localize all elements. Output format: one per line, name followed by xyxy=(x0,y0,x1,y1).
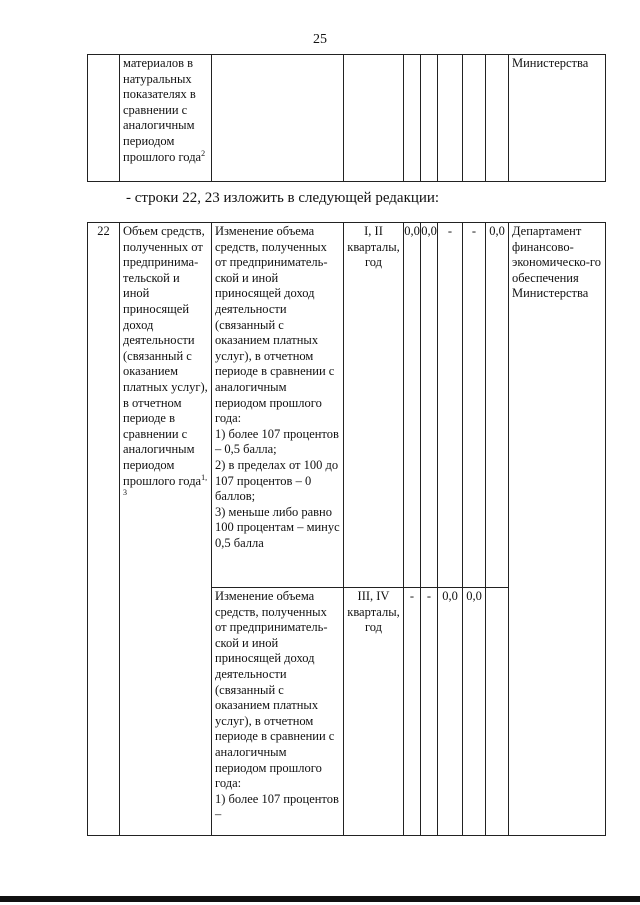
value-2-5 xyxy=(486,588,509,836)
indicator-2-text: Изменение объема средств, полученных от предприниматель-ской и иной приносящей доход деятельности (связанный с оказанием платных услуг), в отчетном периоде в сравнении с аналогичным периодом прошлого года: xyxy=(215,589,335,791)
responsible-tail: Министерства xyxy=(509,55,606,182)
instruction-text: - строки 22, 23 изложить в следующей редакции: xyxy=(126,190,440,206)
value-1-2: 0,0 xyxy=(421,223,438,588)
period-2: III, IV кварталы, год xyxy=(344,588,404,836)
row-number: 22 xyxy=(88,223,120,836)
indicator-1-item: 1) более 107 процентов – 0,5 балла; xyxy=(215,426,339,457)
responsible: Департамент финансово-экономическо-го обеспечения Министерства xyxy=(509,223,606,836)
indicator-1 xyxy=(212,223,344,588)
cell-number-empty xyxy=(88,55,120,182)
value-2-2: - xyxy=(421,588,438,836)
criterion: Объем средств, полученных от предпринима-тельской и иной приносящей доход деятельности (связанный с оказанием платных услуг), в отчетном периоде в сравнении с аналогичным периодом прошлого года$^{1, 3}$ xyxy=(120,223,212,836)
cell-period-empty xyxy=(344,55,404,182)
indicator-1-item: 2) в пределах от 100 до 107 процентов – 0 баллов; xyxy=(215,457,339,504)
value-1-3: - xyxy=(438,223,463,588)
indicator-2 xyxy=(212,588,344,836)
indicator-1-item: 3) меньше либо равно 100 процентам – минус 0,5 балла xyxy=(215,504,340,550)
cell-value-empty xyxy=(486,55,509,182)
cell-indicator-empty xyxy=(212,55,344,182)
period-1: I, II кварталы, год xyxy=(344,223,404,588)
criterion-tail: материалов в натуральных показателях в сравнении с аналогичным периодом прошлого года$^2$ xyxy=(120,55,212,182)
value-2-3: 0,0 xyxy=(438,588,463,836)
top-table-fragment xyxy=(87,54,606,182)
value-1-1: 0,0 xyxy=(404,223,421,588)
cell-value-empty xyxy=(421,55,438,182)
page-number: 25 xyxy=(313,32,327,47)
value-2-4: 0,0 xyxy=(463,588,486,836)
value-2-1: - xyxy=(404,588,421,836)
value-1-4: - xyxy=(463,223,486,588)
indicator-1-text: Изменение объема средств, полученных от предприниматель-ской и иной приносящей доход деятельности (связанный с оказанием платных услуг), в отчетном периоде в сравнении с аналогичным периодом прошлого года: xyxy=(215,224,335,426)
scan-bottom-edge xyxy=(0,896,640,902)
cell-value-empty xyxy=(463,55,486,182)
main-table xyxy=(87,222,606,836)
cell-value-empty xyxy=(404,55,421,182)
cell-value-empty xyxy=(438,55,463,182)
indicator-2-item: 1) более 107 процентов – xyxy=(215,791,339,822)
value-1-5: 0,0 xyxy=(486,223,509,588)
